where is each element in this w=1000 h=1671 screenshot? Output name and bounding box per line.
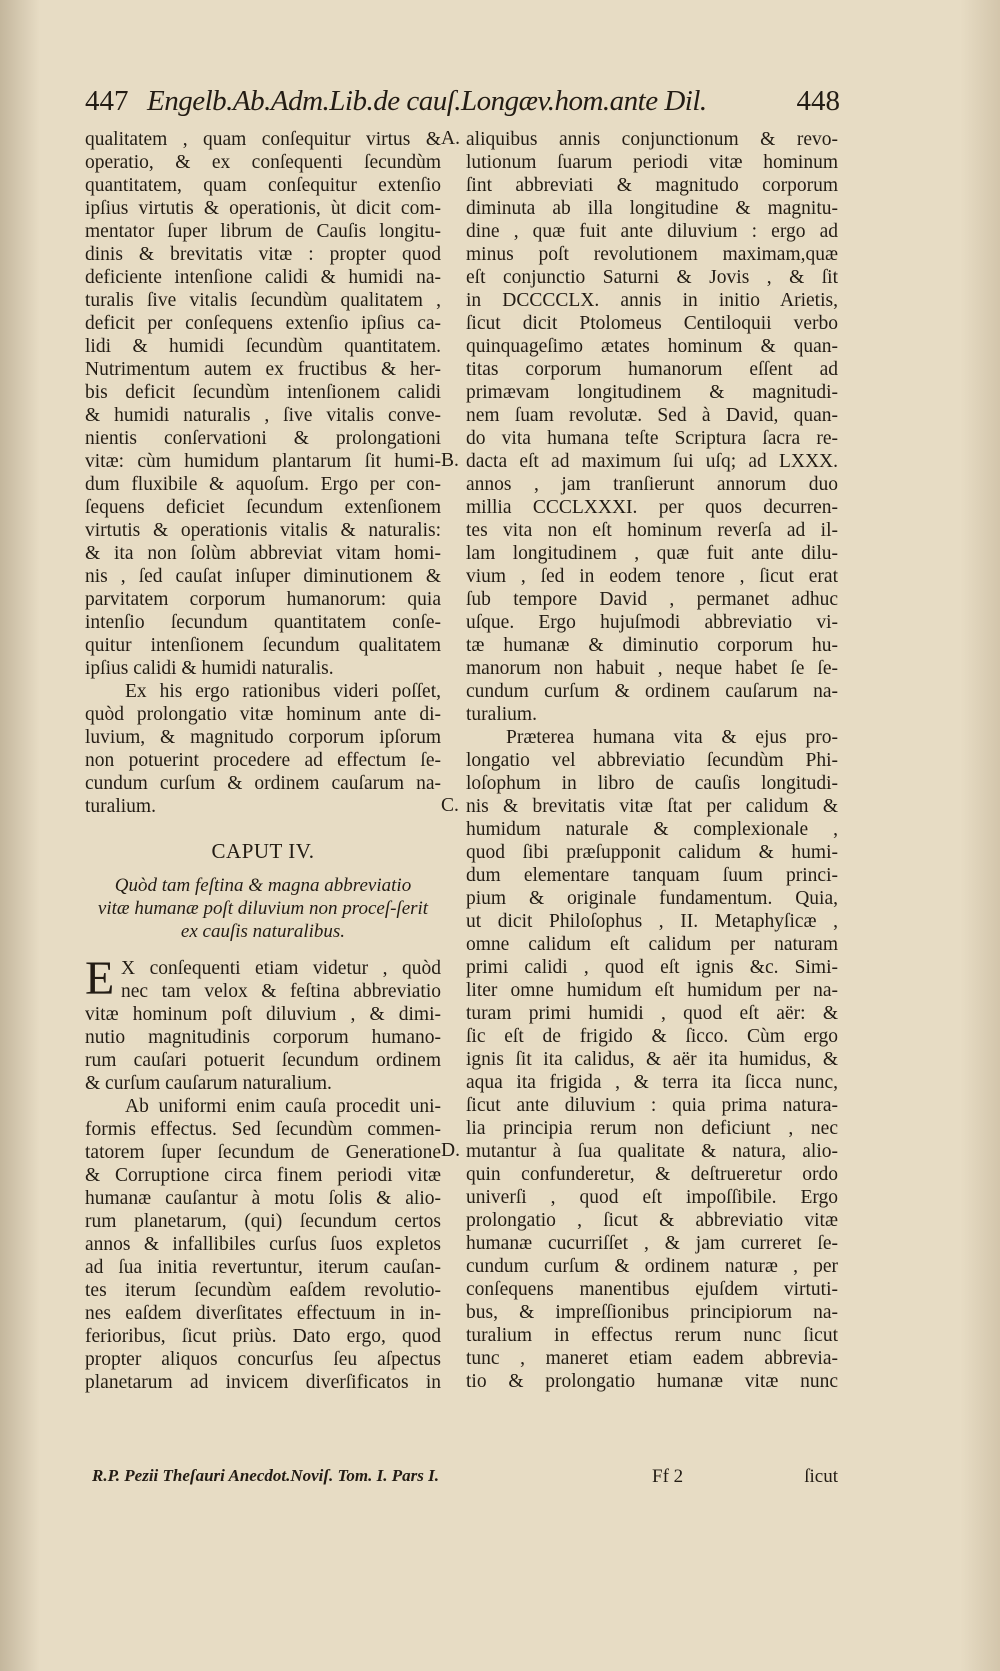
text-line: ferioribus, ſicut priùs. Dato ergo, quod <box>85 1326 441 1347</box>
text-line: pium & originale fundamentum. Quia, <box>466 888 838 909</box>
page-edge-tint <box>960 0 1000 1671</box>
section-marker-c: C. <box>441 795 459 816</box>
text-line: tæ humanæ & diminutio corporum hu- <box>466 635 838 656</box>
text-line: dum elementare tanquam ſuum princi- <box>466 865 838 886</box>
text-line: ipſius virtutis & operationis, ùt dicit com- <box>85 198 441 219</box>
text-line: humanæ cauſantur à motu ſolis & alio- <box>85 1188 441 1209</box>
text-line: quinquageſimo ætates hominum & quan- <box>466 336 838 357</box>
drop-cap-letter: E <box>85 952 115 1005</box>
text-line: vitæ hominum poſt diluvium , & dimi- <box>85 1004 441 1025</box>
section-marker-a: A. <box>441 128 460 149</box>
signature-mark: Ff 2 <box>652 1466 684 1487</box>
text-line: parvitatem corporum humanorum: quia <box>85 589 441 610</box>
text-line: rum cauſari potuerit ſecundum ordinem <box>85 1050 441 1071</box>
footer-source: R.P. Pezii Theſauri Anecdot.Noviſ. Tom. I. Pars I. <box>92 1466 439 1485</box>
text-line: qualitatem , quam conſequitur virtus & <box>85 129 441 150</box>
text-line: uſque. Ergo hujuſmodi abbreviatio vi- <box>466 612 838 633</box>
text-line: diminuta ab illa longitudine & magnitu- <box>466 198 838 219</box>
right-page-number: 448 <box>796 85 840 117</box>
text-line: propter aliquos concurſus ſeu aſpectus <box>85 1349 441 1370</box>
text-line: quòd prolongatio vitæ hominum ante di- <box>85 704 441 725</box>
text-line: ignis ſit ita calidus, & aër ita humidus, & <box>466 1049 838 1070</box>
text-line: tes vita non eſt hominum reverſa ad il- <box>466 520 838 541</box>
text-line: lutionum ſuarum periodi vitæ hominum <box>466 152 838 173</box>
text-line: ſicut ante diluvium : quia prima natura- <box>466 1095 838 1116</box>
text-line: quantitatem, quam conſequitur extenſio <box>85 175 441 196</box>
text-line: humanæ cucurriſſet , & jam curreret ſe- <box>466 1233 838 1254</box>
text-line: rum planetarum, (qui) ſecundum certos <box>85 1211 441 1232</box>
text-line: luvium, & magnitudo corporum ipſorum <box>85 727 441 748</box>
section-marker-b: B. <box>441 450 459 471</box>
text-line: loſophum in libro de cauſis longitudi- <box>466 773 838 794</box>
text-line: prolongatio , ſicut & abbreviatio vitæ <box>466 1210 838 1231</box>
left-page-number: 447 <box>85 85 129 117</box>
text-line: quod ſibi præſupponit calidum & humi- <box>466 842 838 863</box>
page-footer <box>92 1466 838 1492</box>
left-column <box>85 128 441 1394</box>
text-line: quin confunderetur, & deſtrueretur ordo <box>466 1164 838 1185</box>
text-line: dinis & brevitatis vitæ : propter quod <box>85 244 441 265</box>
chapter-heading: CAPUT IV. <box>211 839 315 863</box>
text-line: mutantur à ſua qualitate & natura, alio- <box>466 1141 838 1162</box>
text-line: manorum non habuit , neque habet ſe ſe- <box>466 658 838 679</box>
text-line: formis effectus. Sed ſecundùm commen- <box>85 1119 441 1140</box>
running-header <box>85 80 840 122</box>
text-line: omne calidum eſt calidum per naturam <box>466 934 838 955</box>
text-line: bis deficit ſecundùm intenſionem calidi <box>85 382 441 403</box>
text-line: & ita non ſolùm abbreviat vitam homi- <box>85 543 441 564</box>
text-line: ſic eſt de frigido & ſicco. Cùm ergo <box>466 1026 838 1047</box>
text-line: tes iterum ſecundùm eaſdem revolutio- <box>85 1280 441 1301</box>
text-line: Præterea humana vita & ejus pro- <box>506 727 838 748</box>
text-line: dum fluxibile & aquoſum. Ergo per con- <box>85 474 441 495</box>
text-line: nes eaſdem diverſitates effectuum in in- <box>85 1303 441 1324</box>
text-line: tunc , maneret etiam eadem abbrevia- <box>466 1348 838 1369</box>
text-line: eſt conjunctio Saturni & Jovis , & ſit <box>466 267 838 288</box>
text-line: turalium. <box>466 704 537 725</box>
text-line: deficit per conſequens extenſio ipſius ca- <box>85 313 441 334</box>
left-paragraph-2 <box>85 680 441 818</box>
text-line: ut dicit Philoſophus , II. Metaphyſicæ , <box>466 911 838 932</box>
text-line: vitæ: cùm humidum plantarum ſit humi- <box>85 451 441 472</box>
text-line: nutio magnitudinis corporum humano- <box>85 1027 441 1048</box>
text-line: longatio vel abbreviatio ſecundùm Phi- <box>466 750 838 771</box>
text-line: dine , quæ fuit ante diluvium : ergo ad <box>466 221 838 242</box>
text-line: conſequens manentibus ejuſdem virtuti- <box>466 1279 838 1300</box>
text-line: do vita humana teſte Scriptura ſacra re- <box>466 428 838 449</box>
text-line: humidum naturale & complexionale , <box>466 819 838 840</box>
text-line: cundum curſum & ordinem cauſarum na- <box>466 681 838 702</box>
text-line: turalium. <box>85 796 156 817</box>
text-line: Nutrimentum autem ex fructibus & her- <box>85 359 441 380</box>
text-line: titas corporum humanorum eſſent ad <box>466 359 838 380</box>
left-paragraph-1 <box>85 128 441 680</box>
text-line: tio & prolongatio humanæ vitæ nunc <box>466 1371 838 1392</box>
text-line: turalis ſive vitalis ſecundùm qualitatem , <box>85 290 441 311</box>
text-line: turalium in effectus rerum nunc ſicut <box>466 1325 838 1346</box>
text-line: ſub tempore David , permanet adhuc <box>466 589 838 610</box>
text-line: ipſius calidi & humidi naturalis. <box>85 658 334 679</box>
catchword: ſicut <box>804 1466 838 1487</box>
text-line: annos & infallibiles curſus ſuos expletos <box>85 1234 441 1255</box>
text-line: nientis conſervationi & prolongationi <box>85 428 441 449</box>
chapter-summary: Quòd tam feſtina & magna abbreviatio vitæ humanæ poſt diluvium non proceſ-ſerit ex cauſis naturalibus. <box>97 875 429 942</box>
text-line: vium , ſed in eodem tenore , ſicut erat <box>466 566 838 587</box>
text-line: millia CCCLXXXI. per quos decurren- <box>466 497 838 518</box>
text-line: intenſio ſecundum quantitatem conſe- <box>85 612 441 633</box>
text-line: nem ſuam revolutæ. Sed à David, quan- <box>466 405 838 426</box>
text-line: primi calidi , quod eſt ignis &c. Simi- <box>466 957 838 978</box>
text-line: lia principia rerum non deficiunt , nec <box>466 1118 838 1139</box>
text-line: nec tam velox & feſtina abbreviatio <box>121 981 441 1002</box>
text-line: aqua ita frigida , & terra ita ſicca nunc, <box>466 1072 838 1093</box>
text-line: mentator ſuper librum de Cauſis longitu- <box>85 221 441 242</box>
right-column <box>466 128 838 1393</box>
text-line: Ab uniformi enim cauſa procedit uni- <box>125 1096 441 1117</box>
text-line: ad ſua initia revertuntur, iterum cauſan- <box>85 1257 441 1278</box>
running-title: Engelb.Ab.Adm.Lib.de cauſ.Longæv.hom.ante Dil. <box>147 85 707 117</box>
text-line: non potuerint procedere ad effectum ſe- <box>85 750 441 771</box>
text-line: primævam longitudinem & magnitudi- <box>466 382 838 403</box>
text-line: virtutis & operationis vitalis & naturalis: <box>85 520 441 541</box>
text-line: & humidi naturalis , ſive vitalis conve- <box>85 405 441 426</box>
text-line: tatorem ſuper ſecundum de Generatione <box>85 1142 441 1163</box>
text-line: univerſi , quod eſt impoſſibile. Ergo <box>466 1187 838 1208</box>
text-line: liter omne humidum eſt humidum per na- <box>466 980 838 1001</box>
text-line: turam primi humidi , quod eſt aër: & <box>466 1003 838 1024</box>
text-line: lam longitudinem , quæ fuit ante dilu- <box>466 543 838 564</box>
text-line: quitur intenſionem ſecundum qualitatem <box>85 635 441 656</box>
text-line: nis , ſed cauſat inſuper diminutionem & <box>85 566 441 587</box>
text-line: dacta eſt ad maximum ſui uſq; ad LXXX. <box>466 451 838 472</box>
text-line: & curſum cauſarum naturalium. <box>85 1073 332 1094</box>
text-line: minus poſt revolutionem maximam,quæ <box>466 244 838 265</box>
text-line: bus, & impreſſionibus principiorum na- <box>466 1302 838 1323</box>
left-paragraph-3 <box>85 952 441 1394</box>
text-line: annos , jam tranſierunt annorum duo <box>466 474 838 495</box>
text-line: cundum curſum & ordinem cauſarum na- <box>85 773 441 794</box>
gutter-shadow <box>0 0 40 1671</box>
text-line: nis & brevitatis vitæ ſtat per calidum & <box>466 796 838 817</box>
text-line: cundum curſum & ordinem naturæ , per <box>466 1256 838 1277</box>
text-line: & Corruptione circa finem periodi vitæ <box>85 1165 441 1186</box>
text-line: in DCCCCLX. annis in initio Arietis, <box>466 290 838 311</box>
text-line: aliquibus annis conjunctionum & revo- <box>466 129 838 150</box>
text-line: X conſequenti etiam videtur , quòd <box>121 958 441 979</box>
text-line: ſequens deficiet ſecundum extenſionem <box>85 497 441 518</box>
text-line: lidi & humidi ſecundùm quantitatem. <box>85 336 441 357</box>
text-line: Ex his ergo rationibus videri poſſet, <box>125 681 441 702</box>
text-line: ſint abbreviati & magnitudo corporum <box>466 175 838 196</box>
text-line: operatio, & ex conſequenti ſecundùm <box>85 152 441 173</box>
text-line: planetarum ad invicem diverſificatos in <box>85 1372 441 1393</box>
text-line: deficiente intenſione calidi & humidi na- <box>85 267 441 288</box>
section-marker-d: D. <box>441 1140 460 1161</box>
text-line: ſicut dicit Ptolomeus Centiloquii verbo <box>466 313 838 334</box>
